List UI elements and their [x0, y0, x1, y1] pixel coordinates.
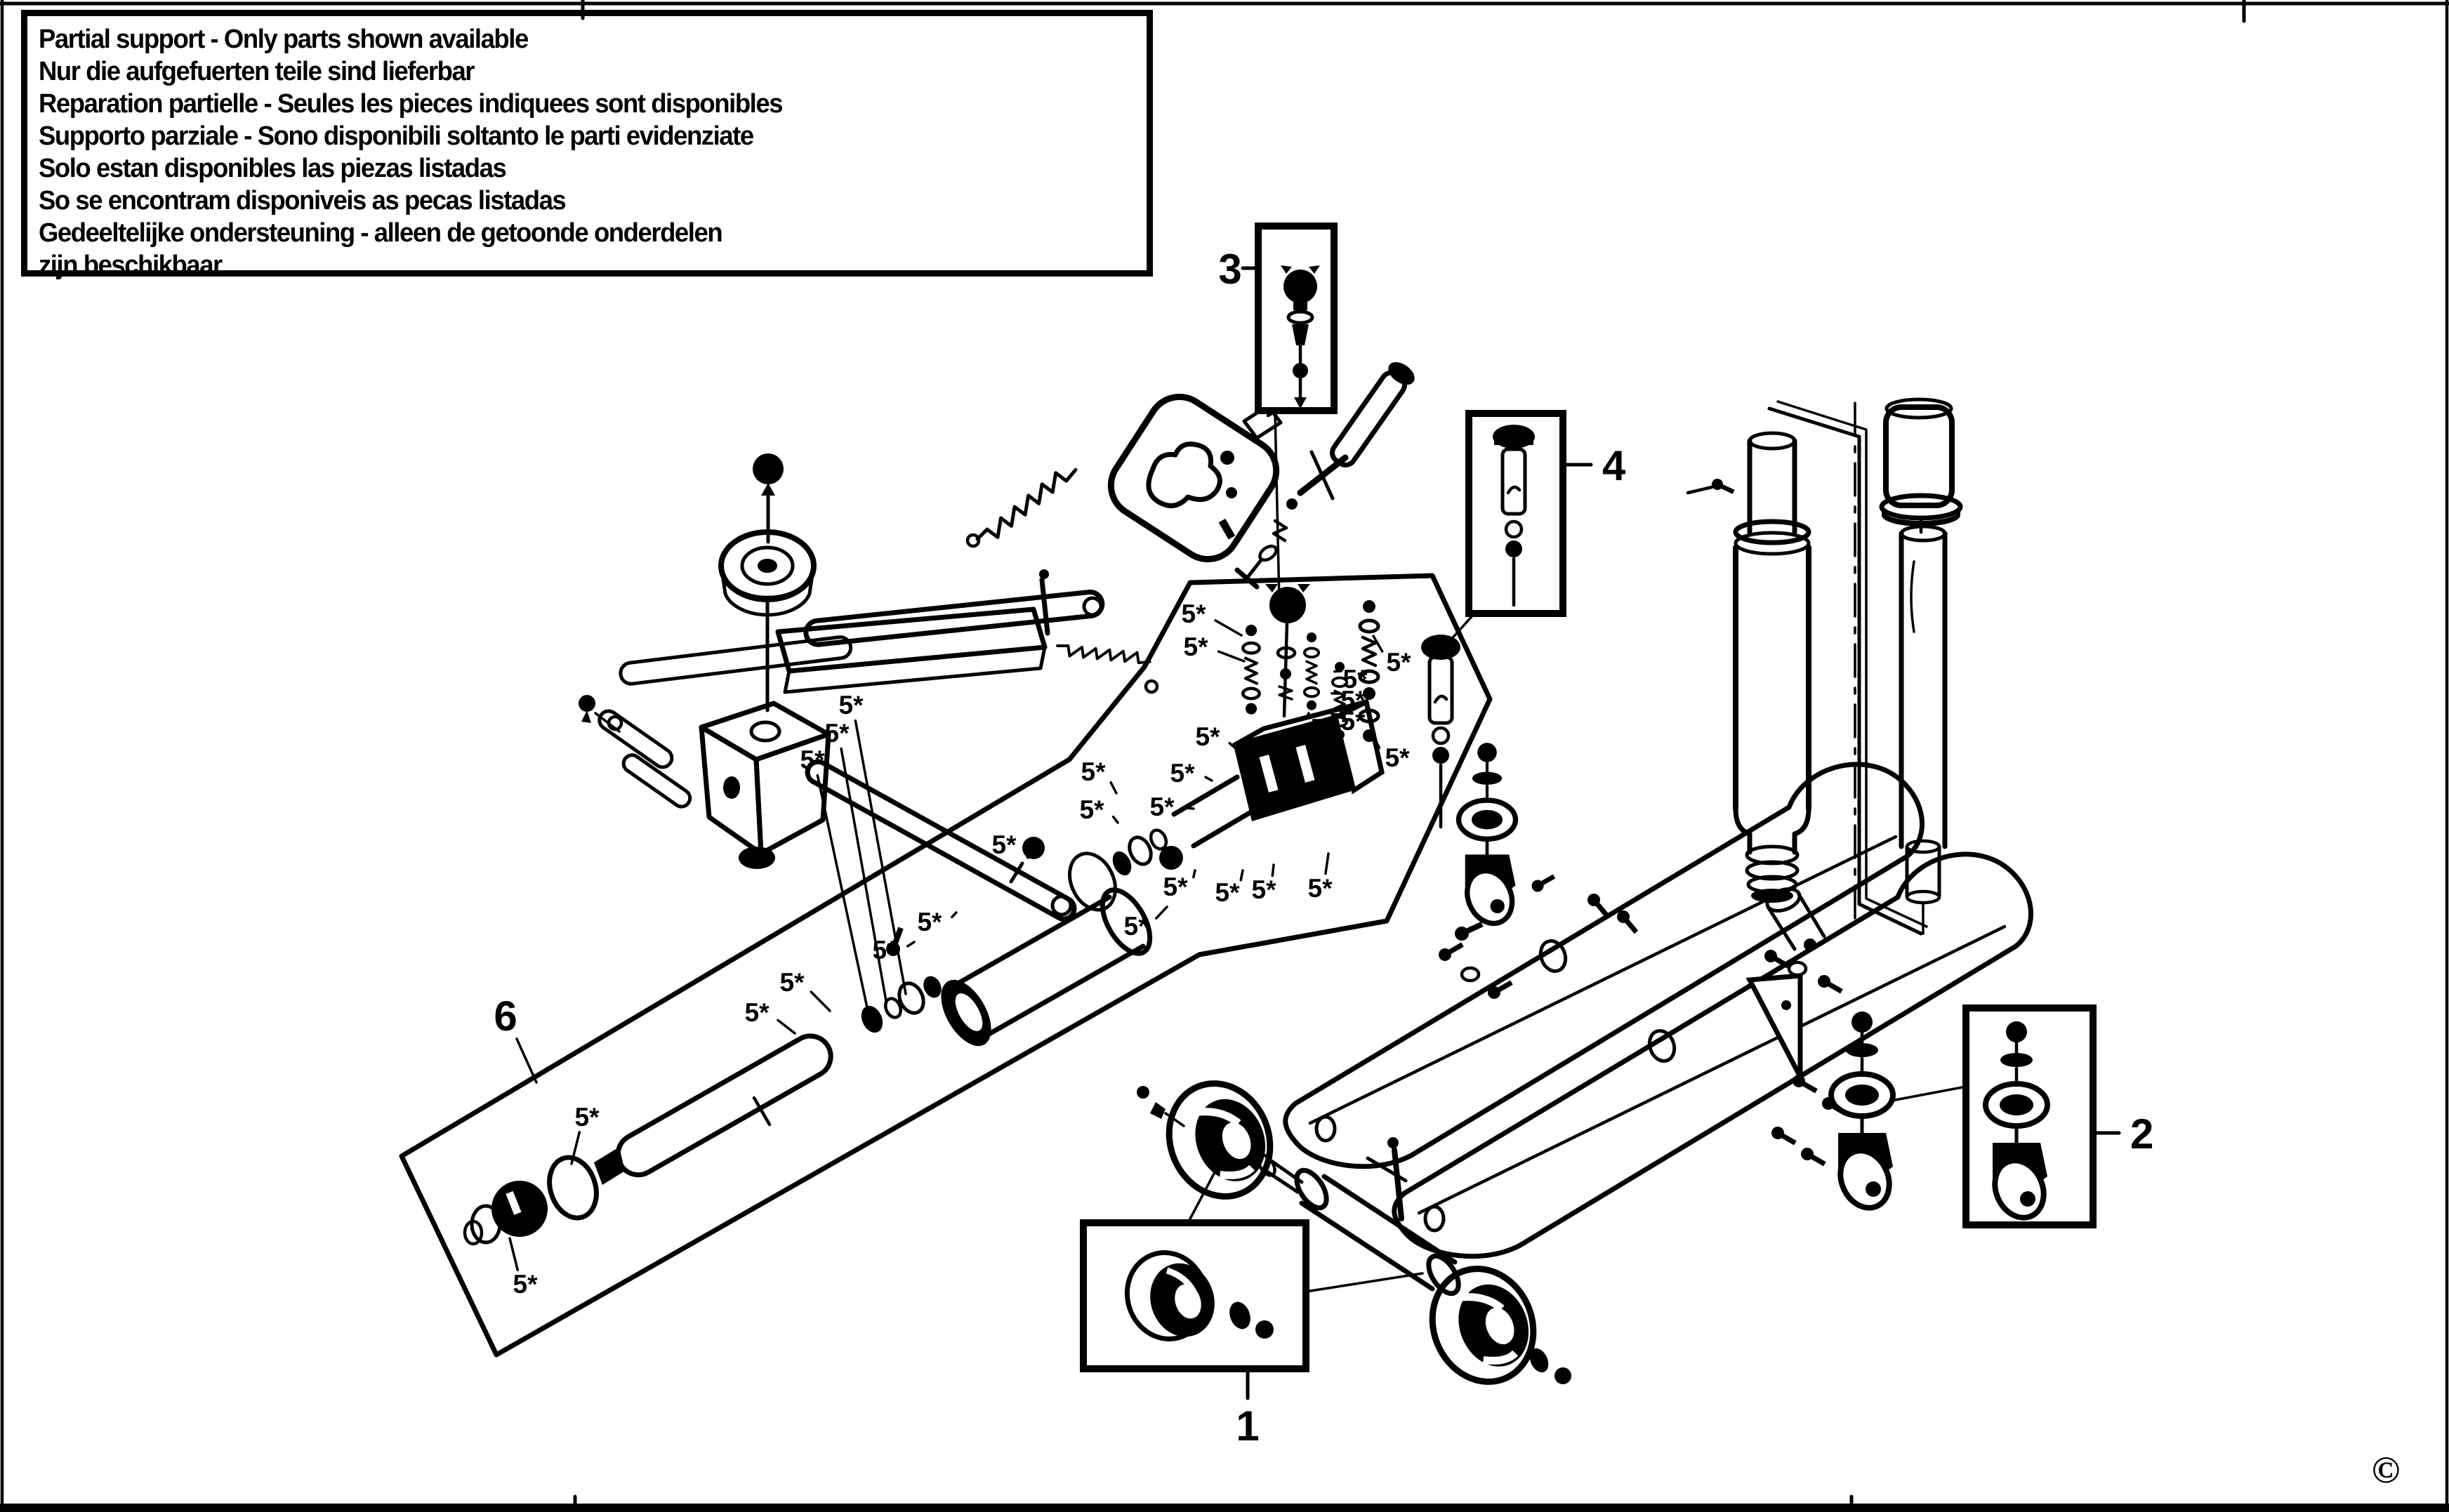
qty-leader-line	[1114, 817, 1118, 823]
handle-tube-upper	[1882, 399, 1960, 934]
seal-stack	[857, 974, 944, 1036]
part-qty-label: 5*	[1307, 874, 1333, 903]
part-qty-label: 5*	[1386, 648, 1411, 677]
notice-line: Nur die aufgefuerten teile sind lieferbar	[39, 57, 475, 86]
qty-leader-line	[1186, 808, 1194, 809]
notice-line: Gedeeltelijke ondersteuning - alleen de getoonde onderdelen	[39, 218, 722, 248]
part-qty-label: 5*	[872, 936, 897, 964]
part-qty-label: 5*	[1195, 722, 1220, 751]
callout-6: 6	[494, 993, 517, 1040]
part-qty-label: 5*	[1170, 759, 1195, 788]
copyright-mark: ©	[2371, 1449, 2401, 1491]
release-knob	[465, 1181, 548, 1244]
inset-box-3	[1258, 226, 1334, 411]
part-qty-label: 5*	[800, 745, 825, 774]
qty-leader-line	[1156, 907, 1167, 918]
part-qty-label: 5*	[1183, 632, 1208, 661]
part-qty-label: 5*	[779, 968, 805, 997]
lift-arm	[596, 591, 1104, 958]
callout-4: 4	[1602, 442, 1626, 489]
leader-line-box2	[1892, 1087, 1966, 1101]
handle-tube-lower	[1688, 433, 1809, 903]
part-qty-label: 5*	[1340, 686, 1366, 715]
part-qty-label: 5*	[838, 691, 864, 719]
hex-caster	[1459, 743, 1521, 931]
qty-leader-line	[510, 1238, 517, 1270]
callout-2: 2	[2130, 1110, 2154, 1158]
qty-leader-line	[778, 1020, 795, 1033]
gusset-plate	[1750, 976, 1800, 1077]
callouts	[494, 246, 2153, 1450]
qty-leader-line	[1111, 783, 1116, 793]
qty-leader-line	[952, 913, 956, 917]
hydraulic-unit-outline	[402, 576, 1490, 1355]
notice-line: zijn beschikbaar	[39, 251, 222, 280]
notice-line: Solo estan disponibles las piezas listadas	[39, 154, 506, 183]
leader-line-box3	[1275, 412, 1279, 601]
part-qty-label: 5*	[1181, 599, 1206, 628]
part-qty-label: 5*	[1385, 743, 1410, 772]
qty-leader-line	[1206, 777, 1212, 781]
part-qty-label: 5*	[1149, 793, 1175, 821]
part-qty-label: 5*	[1340, 707, 1366, 736]
part-qty-label: 5*	[1123, 912, 1149, 941]
part-qty-label: 5*	[513, 1270, 538, 1299]
callout-1: 1	[1236, 1402, 1260, 1450]
part-qty-label: 5*	[574, 1103, 600, 1132]
front-wheel-right	[1415, 1254, 1550, 1398]
part-qty-label: 5*	[1310, 714, 1335, 743]
qty-leader-line	[908, 942, 914, 946]
part-qty-label: 5*	[1342, 665, 1368, 694]
leader-line-box1b	[1306, 1273, 1422, 1292]
qty-leader-line	[1335, 671, 1341, 672]
check-valve-pin	[1421, 635, 1460, 827]
qty-leader-line	[811, 992, 830, 1011]
notice-line: Partial support - Only parts shown available	[39, 25, 528, 54]
notice-line: So se encontram disponiveis as pecas listadas	[39, 186, 566, 215]
part-qty-label: 5*	[1079, 795, 1104, 824]
part-qty-label: 5*	[744, 998, 770, 1027]
notice-line: Supporto parziale - Sono disponibili soltanto le parti evidenziate	[39, 121, 753, 151]
notice-line: Reparation partielle - Seules les pieces indiquees sont disponibles	[39, 89, 783, 119]
callout-3: 3	[1218, 246, 1242, 293]
qty-leader-line	[1326, 854, 1328, 874]
qty-leader-line	[817, 775, 868, 1011]
qty-leader-line	[1219, 651, 1244, 661]
front-wheel-left	[1152, 1068, 1286, 1212]
part-qty-label: 5*	[824, 719, 850, 748]
part-qty-label: 5*	[1081, 757, 1106, 786]
qty-labels	[510, 599, 1411, 1299]
part-qty-label: 5*	[1251, 875, 1276, 904]
extension-springs	[965, 466, 1157, 692]
qty-leader-line	[1194, 870, 1195, 877]
leader-line-6	[517, 1039, 536, 1082]
part-qty-label: 5*	[1163, 873, 1188, 901]
qty-leader-line	[1241, 870, 1243, 880]
part-qty-label: 5*	[1215, 878, 1240, 907]
qty-leader-line	[1215, 621, 1241, 635]
sleeve-seals	[1061, 828, 1169, 917]
safety-valve	[1265, 584, 1310, 716]
rear-caster	[1831, 1012, 1898, 1216]
piston-rod	[594, 1028, 838, 1185]
part-qty-label: 5*	[917, 908, 942, 936]
qty-leader-line	[1272, 865, 1274, 875]
part-qty-label: 5*	[991, 830, 1017, 859]
